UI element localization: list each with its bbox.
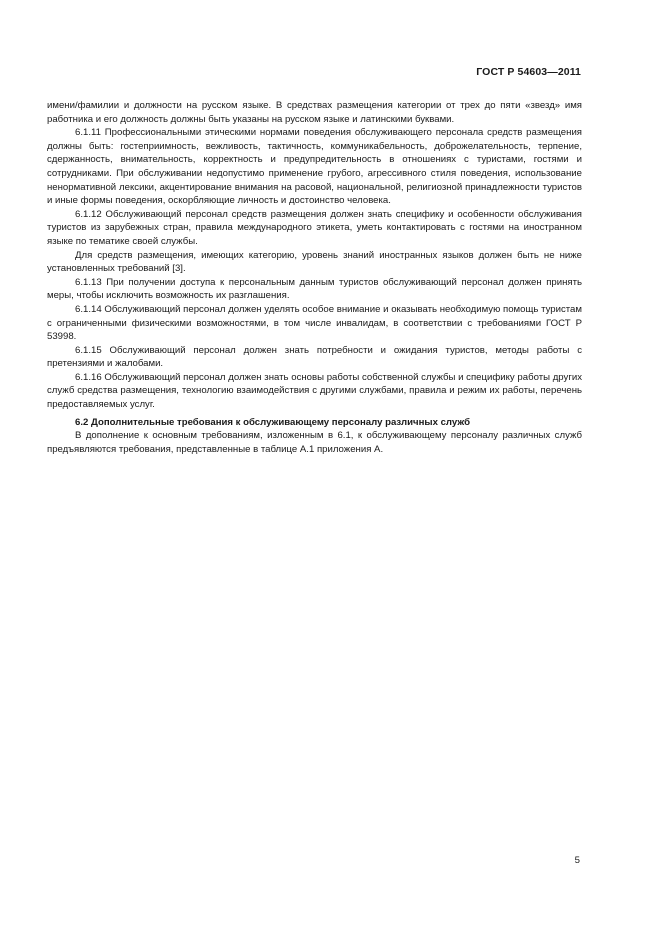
paragraph-6-1-14: 6.1.14 Обслуживающий персонал должен уделять особое внимание и оказывать необходимую помощь туристам с ограниченными физическими возможностями, в том числе инвалидам, в соответствии с требованиями ГОСТ Р 53998. — [47, 303, 582, 343]
page-number: 5 — [574, 855, 580, 866]
paragraph-6-1-16: 6.1.16 Обслуживающий персонал должен знать основы работы собственной службы и специфику работы других служб средства размещения, технологию взаимодействия с другими службами, правила и режим их работы, перечень предоставляемых услуг. — [47, 371, 582, 411]
paragraph-6-1-13: 6.1.13 При получении доступа к персональным данным туристов обслуживающий персонал должен принять меры, чтобы исключить возможность их разглашения. — [47, 276, 582, 302]
section-heading-6-2: 6.2 Дополнительные требования к обслуживающему персоналу различных служб — [75, 416, 471, 428]
paragraph-6-1-12: 6.1.12 Обслуживающий персонал средств размещения должен знать специфику и особенности обслуживания туристов из зарубежных стран, правила международного этикета, уметь контактировать с гостями на иностранном языке по тематике своей службы. — [47, 208, 582, 247]
paragraph-6-1-11: 6.1.11 Профессиональными этическими нормами поведения обслуживающего персонала средств размещения должны быть: гостеприимность, вежливость, тактичность, коммуникабельность, доброжелательность, терпение, сдержанность, внимательность, корректность и предупредительность в отношениях с туристами, гостями и сотрудниками. При обслуживании недопустимо применение грубого, агрессивного стиля поведения, использование ненормативной лексики, акцентирование внимания на расовой, национальной, религиозной принадлежности туристов и иные формы поведения, оскорбляющие личность и достоинство человека. — [47, 127, 582, 207]
body-text — [47, 99, 582, 456]
paragraph-continuation: имени/фамилии и должности на русском языке. В средствах размещения категории от трех до пяти «звезд» имя работника и его должность должны быть указаны на русском языке и латинскими буквами. — [47, 100, 582, 125]
standard-number-header: ГОСТ Р 54603—2011 — [476, 66, 581, 78]
paragraph-6-2-text: В дополнение к основным требованиям, изложенным в 6.1, к обслуживающему персоналу различных служб предъявляются требования, представленные в таблице А.1 приложения А. — [47, 430, 582, 455]
paragraph-6-1-15: 6.1.15 Обслуживающий персонал должен знать потребности и ожидания туристов, методы работы с претензиями и жалобами. — [47, 344, 582, 370]
paragraph-foreign-languages: Для средств размещения, имеющих категорию, уровень знаний иностранных языков должен быть не ниже установленных требований [3]. — [47, 249, 582, 275]
